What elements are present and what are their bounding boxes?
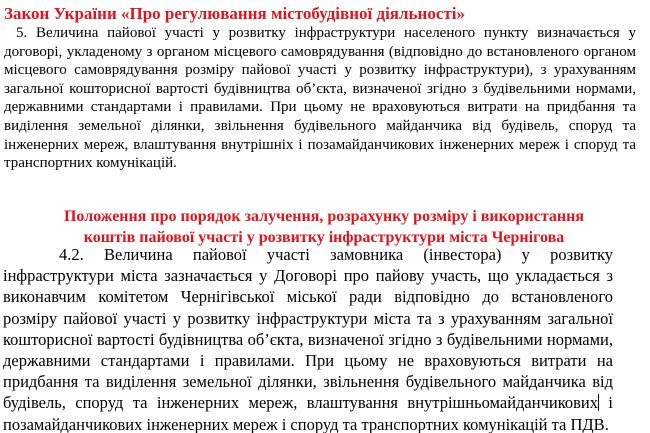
regulation-paragraph-text-1: 4.2. Величина пайової участі замовника (інвестора) у розвитку інфраструктури міста зазначається у Договорі про пайову участь, що укладається з виконавчим комітетом Чернігівської міської ради відповідно до встановленого розміру пайової участі у розвитку інфраструктури міста та з урахуванням загальної кошторисної вартості будівництва об’єкта, визначеної згідно з будівельними нормами, державними стандартами і правилами. При цьому не враховуються витрати на придбання та виділення земельної ділянки, звільнення будівельного майданчика від будівель, споруд та інженерних мереж, влаштування внутрішньомайданчикових	[3, 245, 613, 413]
spellcheck-flagged-word[interactable]: ПДВ	[570, 414, 605, 433]
regulation-heading-line-2: коштів пайової участі у розвитку інфраструктури міста Чернігова	[83, 229, 565, 246]
law-paragraph: 5. Величина пайової участі у розвитку інфраструктури населеного пункту визначається у договорі, укладеному з органом місцевого самоврядування (відповідно до встановленого органом місцевого самоврядування розміру пайової участі у розвитку інфраструктури), з урахуванням загальної кошторисної вартості будівництва об’єкта, визначеної згідно з будівельними нормами, державними стандартами і правилами. При цьому не враховуються витрати на придбання та виділення земельної ділянки, звільнення будівельного майданчика від будівель, споруд та інженерних мереж, влаштування внутрішніх і позамайданчикових інженерних мереж і споруд та транспортних комунікацій.	[4, 25, 636, 172]
regulation-paragraph[interactable]	[3, 244, 613, 433]
regulation-heading-line-1: Положення про порядок залучення, розрахунку розміру і використання	[63, 208, 584, 225]
regulation-heading	[4, 206, 644, 248]
regulation-paragraph-end: .	[604, 414, 609, 433]
law-heading: Закон України «Про регулювання містобудівної діяльності»	[4, 4, 465, 23]
regulation-paragraph-text-2: і позамайданчикових інженерних мереж і споруд та транспортних комунікацій та	[3, 393, 613, 433]
